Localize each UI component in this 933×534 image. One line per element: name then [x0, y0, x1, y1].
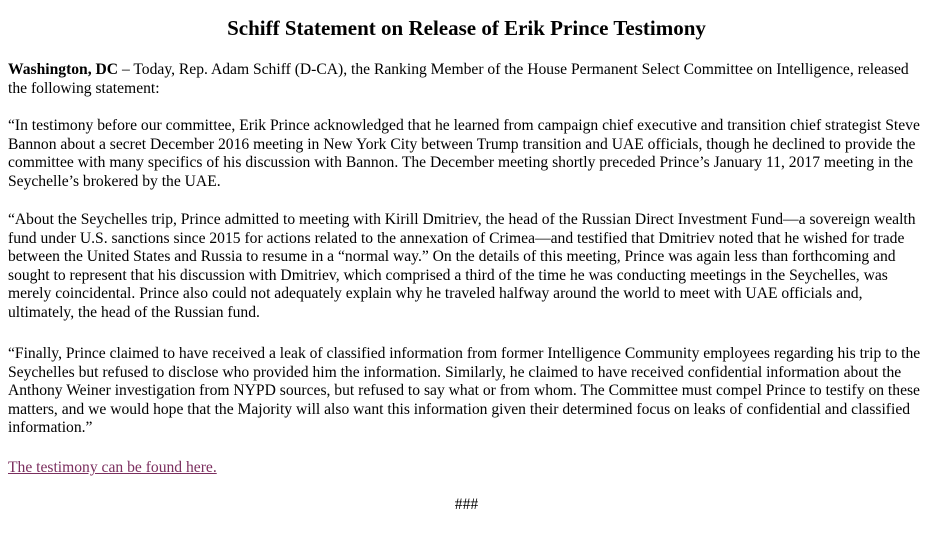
intro-text: – Today, Rep. Adam Schiff (D-CA), the Ranking Member of the House Permanent Select Committee on Intelligence, released the following statement: — [8, 61, 909, 97]
intro-paragraph — [8, 61, 925, 98]
statement-paragraph-3: “Finally, Prince claimed to have received a leak of classified information from former Intelligence Community employees regarding his trip to the Seychelles but refused to disclose who provided him the information. Similarly, he claimed to have received confidential information about the Anthony Weiner investigation from NYPD sources, but refused to say what or from whom. The Committee must compel Prince to testify on these matters, and we would hope that the Majority will also want this information given their determined focus on leaks of confidential and classified information.” — [8, 345, 921, 437]
statement-paragraph-2: “About the Seychelles trip, Prince admitted to meeting with Kirill Dmitriev, the head of the Russian Direct Investment Fund—a sovereign wealth fund under U.S. sanctions since 2015 for actions related to the annexation of Crimea—and testified that Dmitriev noted that he wished for trade between the United States and Russia to resume in a “normal way.” On the details of this meeting, Prince was again less than forthcoming and sought to represent that his discussion with Dmitriev, which comprised a third of the time he was conducting meetings in the Seychelles, was merely coincidental. Prince also could not adequately explain why he traveled halfway around the world to meet with UAE officials and, ultimately, the head of the Russian fund. — [8, 211, 916, 321]
dateline: Washington, DC — [8, 61, 119, 78]
testimony-link[interactable]: The testimony can be found here. — [8, 459, 217, 476]
page-title: Schiff Statement on Release of Erik Prince Testimony — [227, 16, 706, 40]
statement-paragraph-1: “In testimony before our committee, Erik Prince acknowledged that he learned from campaign chief executive and transition chief strategist Steve Bannon about a secret December 2016 meeting in New York City between Trump transition and UAE officials, though he declined to provide the committee with many specifics of his discussion with Bannon. The December meeting shortly preceded Prince’s January 11, 2017 meeting in the Seychelle’s brokered by the UAE. — [8, 117, 920, 190]
end-mark: ### — [454, 496, 479, 513]
testimony-link-paragraph — [8, 459, 925, 478]
